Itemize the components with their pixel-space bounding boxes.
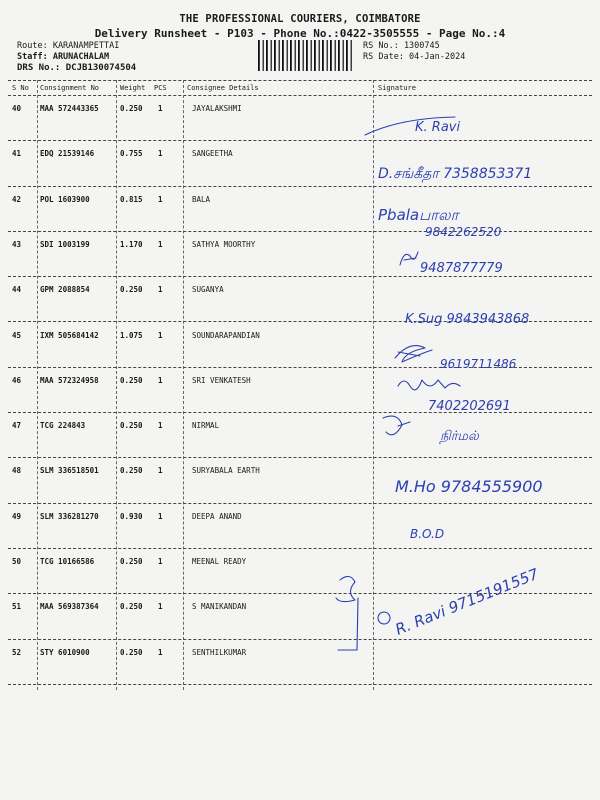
barcode-bar — [314, 40, 316, 71]
barcode-bar — [266, 40, 268, 71]
table-row — [0, 277, 600, 322]
col-header-consignment: Consignment No — [40, 84, 100, 92]
cell-sno: 40 — [12, 104, 22, 113]
cell-weight: 1.075 — [120, 330, 143, 340]
barcode-bar — [343, 40, 344, 71]
col-header-consignee: Consignee Details — [187, 84, 259, 92]
barcode-bar — [295, 40, 296, 71]
cell-sno: 51 — [12, 602, 22, 612]
cell-sno: 47 — [12, 421, 22, 431]
table-row — [0, 504, 600, 549]
route-label: Route: KARANAMPETTAI — [17, 41, 120, 51]
cell-pcs: 1 — [158, 602, 163, 612]
barcode-bar — [330, 40, 332, 71]
signature-r44: K.Sug 9843943868 — [405, 312, 530, 327]
barcode-bar — [298, 40, 300, 71]
table-row — [0, 549, 600, 594]
cell-consignment: MAA 572324958 — [40, 375, 99, 385]
cell-sno: 41 — [12, 149, 22, 159]
cell-sno: 48 — [12, 466, 22, 476]
cell-pcs: 1 — [158, 104, 163, 113]
barcode-bar — [279, 40, 280, 71]
cell-consignee: S MANIKANDAN — [192, 602, 247, 612]
signature-r42: Pbalaபாலா — [378, 206, 459, 224]
barcode-bar — [274, 40, 276, 71]
cell-consignee: JAYALAKSHMI — [192, 104, 242, 113]
cell-consignee: SANGEETHA — [192, 149, 233, 159]
rs-number: RS No.: 1300745 — [363, 41, 440, 51]
signature-r41: D.சங்கீதா 7358853371 — [378, 166, 533, 182]
signature-r47: நிர்மல் — [440, 429, 479, 444]
cell-consignment: GPM 2088854 — [40, 285, 90, 295]
barcode-bar — [322, 40, 324, 71]
cell-consignee: BALA — [192, 194, 211, 204]
cell-consignment: TCG 10166586 — [40, 557, 95, 566]
table-row — [0, 594, 600, 639]
table-row — [0, 323, 600, 368]
table-row — [0, 413, 600, 458]
cell-weight: 0.755 — [120, 149, 143, 159]
cell-consignment: POL 1603900 — [40, 194, 90, 204]
cell-weight: 0.250 — [120, 647, 143, 657]
cell-weight: 0.815 — [120, 194, 143, 204]
cell-pcs: 1 — [158, 285, 163, 295]
cell-sno: 49 — [12, 511, 22, 521]
cell-sno: 50 — [12, 557, 22, 566]
signature-r42-phone: 9842262520 — [425, 225, 502, 239]
cell-sno: 46 — [12, 375, 22, 385]
signature-r43: 9487877779 — [420, 261, 503, 276]
cell-pcs: 1 — [158, 647, 163, 657]
barcode-bar — [311, 40, 312, 71]
cell-consignment: MAA 572443365 — [40, 104, 99, 113]
cell-pcs: 1 — [158, 511, 163, 521]
signature-r45: 9619711486 — [440, 357, 517, 371]
table-row — [0, 141, 600, 186]
cell-weight: 0.250 — [120, 421, 143, 431]
barcode-bar — [282, 40, 284, 71]
cell-consignee: SOUNDARAPANDIAN — [192, 330, 260, 340]
cell-sno: 52 — [12, 647, 22, 657]
barcode-bar — [306, 40, 308, 71]
barcode-bar — [327, 40, 328, 71]
cell-sno: 43 — [12, 239, 22, 249]
cell-consignee: MEENAL READY — [192, 557, 247, 566]
document-title: THE PROFESSIONAL COURIERS, COIMBATORE — [179, 13, 421, 25]
barcode-bar — [338, 40, 340, 71]
cell-consignment: STY 6010900 — [40, 647, 90, 657]
cell-sno: 42 — [12, 194, 22, 204]
barcode — [258, 40, 354, 71]
barcode-bar — [258, 40, 260, 71]
col-header-pcs: PCS — [154, 84, 167, 92]
signature-r46: 7402202691 — [428, 399, 511, 414]
barcode-bar — [319, 40, 320, 71]
signature-r40: K. Ravi — [415, 120, 461, 135]
cell-pcs: 1 — [158, 466, 163, 476]
cell-weight: 0.250 — [120, 104, 143, 113]
barcode-bar — [263, 40, 264, 71]
table-row — [0, 458, 600, 503]
barcode-bar — [346, 40, 348, 71]
cell-consignee: SATHYA MOORTHY — [192, 239, 256, 249]
cell-sno: 44 — [12, 285, 22, 295]
table-row — [0, 368, 600, 413]
cell-consignee: SRI VENKATESH — [192, 375, 251, 385]
cell-weight: 0.250 — [120, 602, 143, 612]
cell-pcs: 1 — [158, 149, 163, 159]
cell-weight: 0.250 — [120, 285, 143, 295]
cell-pcs: 1 — [158, 375, 163, 385]
signature-r49: B.O.D — [410, 527, 445, 541]
document-subtitle: Delivery Runsheet - P103 - Phone No.:0422-3505555 - Page No.:4 — [94, 27, 506, 40]
cell-consignment: SLM 336281270 — [40, 511, 99, 521]
table-row — [0, 640, 600, 685]
cell-consignment: EDQ 21539146 — [40, 149, 95, 159]
cell-weight: 0.930 — [120, 511, 143, 521]
barcode-bar — [271, 40, 272, 71]
cell-weight: 0.250 — [120, 375, 143, 385]
table-row — [0, 232, 600, 277]
cell-consignee: SURYABALA EARTH — [192, 466, 260, 476]
cell-pcs: 1 — [158, 557, 163, 566]
cell-pcs: 1 — [158, 421, 163, 431]
rs-date: RS Date: 04-Jan-2024 — [363, 52, 466, 62]
table-row — [0, 96, 600, 141]
cell-weight: 1.170 — [120, 239, 143, 249]
cell-pcs: 1 — [158, 330, 163, 340]
barcode-bar — [290, 40, 292, 71]
cell-consignment: IXM 505684142 — [40, 330, 99, 340]
barcode-bar — [287, 40, 288, 71]
barcode-bar — [335, 40, 336, 71]
cell-consignee: NIRMAL — [192, 421, 220, 431]
cell-weight: 0.250 — [120, 466, 143, 476]
row-divider — [8, 684, 592, 685]
cell-sno: 45 — [12, 330, 22, 340]
signature-r48: M.Ho 9784555900 — [395, 477, 543, 496]
cell-consignee: DEEPA ANAND — [192, 511, 242, 521]
cell-consignee: SUGANYA — [192, 285, 224, 295]
cell-consignment: TCG 224843 — [40, 421, 86, 431]
col-header-weight: Weight — [120, 84, 146, 92]
drs-number: DRS No.: DCJB130074504 — [17, 63, 137, 73]
col-header-sno: S No — [12, 84, 29, 92]
table-row — [0, 187, 600, 232]
col-header-signature: Signature — [378, 84, 416, 92]
barcode-bar — [303, 40, 304, 71]
cell-weight: 0.250 — [120, 557, 143, 566]
signature-r51: R. Ravi 9715191557 — [392, 564, 542, 639]
header-top-rule — [8, 80, 592, 81]
cell-pcs: 1 — [158, 239, 163, 249]
barcode-bar — [351, 40, 352, 71]
staff-label: Staff: ARUNACHALAM — [17, 52, 110, 62]
cell-consignment: SLM 336518501 — [40, 466, 99, 476]
cell-consignment: MAA 569387364 — [40, 602, 99, 612]
cell-consignment: SDI 1003199 — [40, 239, 90, 249]
cell-pcs: 1 — [158, 194, 163, 204]
cell-consignee: SENTHILKUMAR — [192, 647, 247, 657]
